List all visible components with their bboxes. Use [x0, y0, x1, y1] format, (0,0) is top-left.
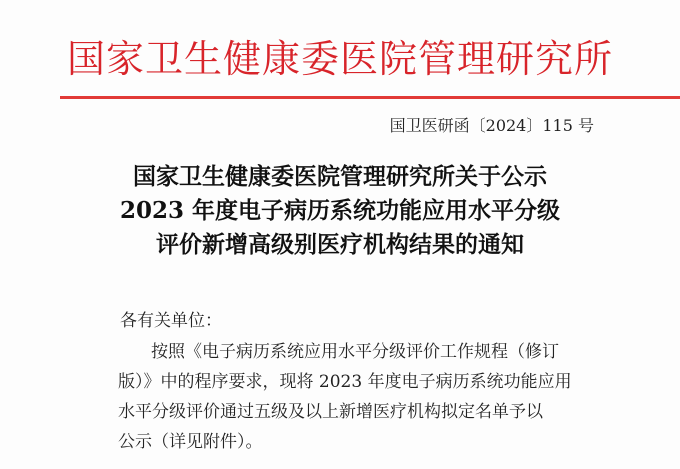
document-number: 国卫医研函〔2024〕115 号 [389, 116, 594, 135]
title-line-1: 国家卫生健康委医院管理研究所关于公示 [133, 163, 547, 190]
title-line-3: 评价新增高级别医疗机构结果的通知 [156, 231, 524, 258]
letterhead-red-rule [60, 96, 680, 99]
body-line-1: 按照《电子病历系统应用水平分级评价工作规程（修订 [151, 342, 559, 362]
letterhead-title: 国家卫生健康委医院管理研究所 [66, 37, 613, 81]
salutation: 各有关单位： [120, 311, 222, 331]
title-line-2: 2023 年度电子病历系统功能应用水平分级 [119, 197, 561, 224]
body-line-3: 水平分级评价通过五级及以上新增医疗机构拟定名单予以 [118, 402, 543, 422]
body-line-2: 版）》中的程序要求，现将 2023 年度电子病历系统功能应用 [118, 372, 572, 392]
body-line-4: 公示（详见附件）。 [118, 432, 263, 452]
notice-title [0, 160, 680, 262]
body-paragraph [118, 337, 628, 457]
